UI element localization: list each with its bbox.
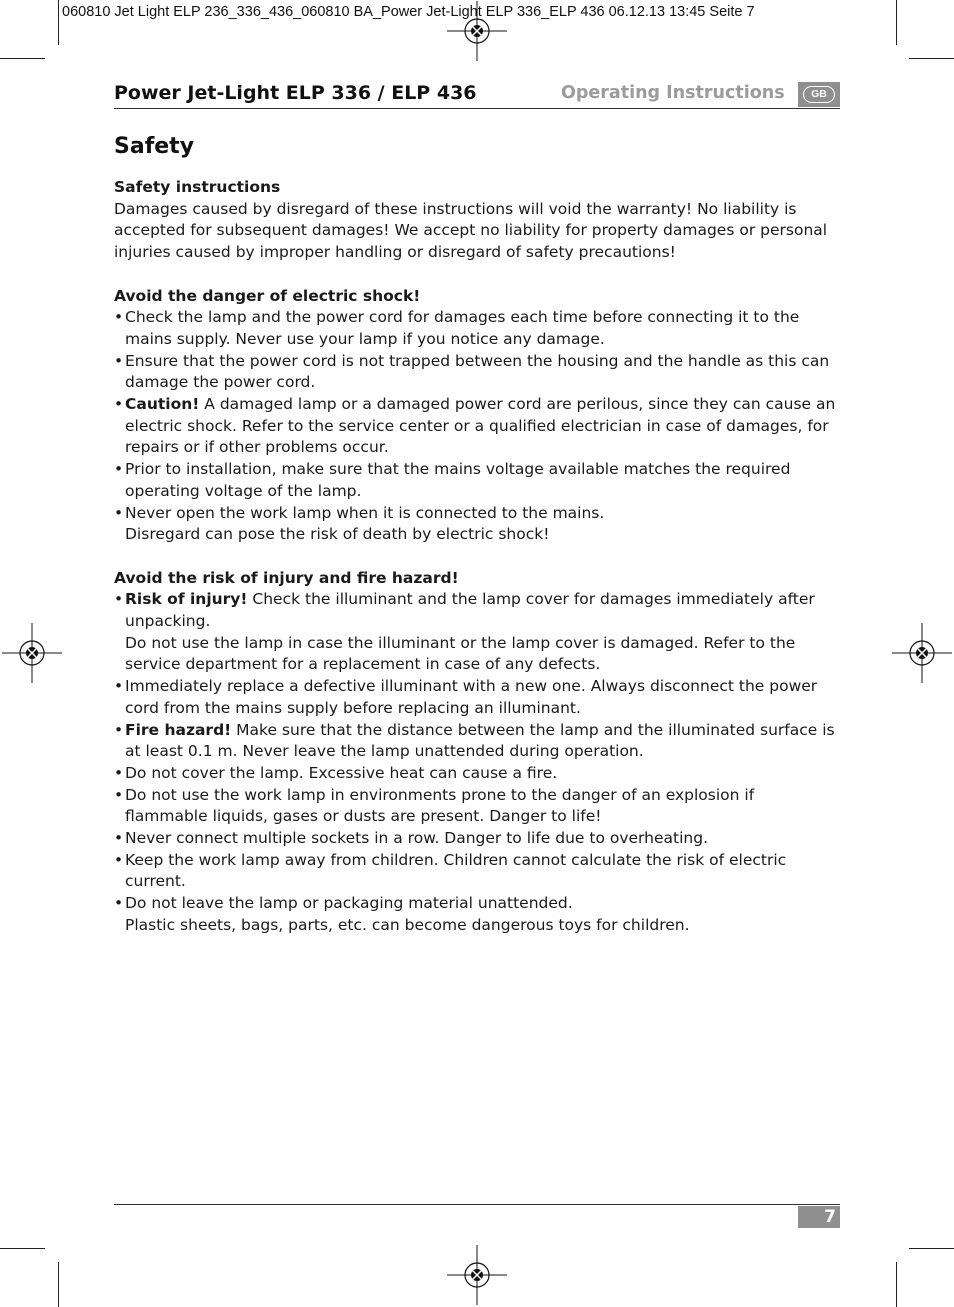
item-text: Check the illuminant and the lamp cover for damages immediately after unpacking. bbox=[125, 590, 815, 631]
language-code: GB bbox=[803, 86, 835, 103]
header-rule bbox=[114, 108, 840, 109]
list-item bbox=[114, 503, 840, 546]
list-item bbox=[114, 893, 840, 936]
footer-rule bbox=[114, 1204, 840, 1205]
section-heading: Avoid the risk of injury and fire hazard! bbox=[114, 568, 459, 587]
main-content bbox=[114, 133, 840, 958]
list-item bbox=[114, 459, 840, 502]
item-text: Make sure that the distance between the lamp and the illuminated surface is at least 0.1 m. Never leave the lamp unattended during operation. bbox=[125, 720, 835, 761]
crop-mark bbox=[58, 1262, 59, 1307]
page-title: Safety bbox=[114, 134, 195, 159]
crop-mark bbox=[58, 0, 59, 45]
list-item bbox=[114, 828, 840, 850]
item-text: A damaged lamp or a damaged power cord are perilous, since they can cause an electric shock. Refer to the service center or a qualified electrician in case of damages, for repairs or if other problems occur. bbox=[125, 395, 836, 457]
item-continuation: Disregard can pose the risk of death by electric shock! bbox=[125, 525, 550, 544]
crop-mark bbox=[896, 1262, 897, 1307]
list-item bbox=[114, 676, 840, 719]
language-badge bbox=[798, 82, 840, 107]
item-emphasis: Caution! bbox=[125, 395, 200, 414]
registration-mark-icon bbox=[2, 623, 62, 683]
section-paragraph: Damages caused by disregard of these instructions will void the warranty! No liability is accepted for subsequent damages! We accept no liability for property damages or personal injuries caused by improper handling or disregard of safety precautions! bbox=[114, 199, 828, 262]
registration-mark-icon bbox=[447, 1, 507, 61]
item-text: Never connect multiple sockets in a row. Danger to life due to overheating. bbox=[125, 829, 708, 848]
document-title: Power Jet-Light ELP 336 / ELP 436 bbox=[114, 82, 477, 104]
bullet-list bbox=[114, 589, 840, 936]
list-item bbox=[114, 307, 840, 350]
registration-mark-icon bbox=[447, 1245, 507, 1305]
crop-mark bbox=[896, 0, 897, 45]
item-text: Do not cover the lamp. Excessive heat can cause a fire. bbox=[125, 763, 558, 782]
item-text: Check the lamp and the power cord for damages each time before connecting it to the mains supply. Never use your lamp if you notice any damage. bbox=[125, 308, 800, 348]
section-injury-fire bbox=[114, 568, 840, 937]
list-item bbox=[114, 785, 840, 828]
crop-mark bbox=[0, 58, 45, 59]
list-item bbox=[114, 589, 840, 676]
item-emphasis: Risk of injury! bbox=[125, 590, 248, 609]
crop-mark bbox=[0, 1248, 45, 1249]
page-number: 7 bbox=[798, 1206, 840, 1228]
section-electric-shock bbox=[114, 286, 840, 546]
list-item bbox=[114, 720, 840, 763]
list-item bbox=[114, 850, 840, 893]
item-text: Keep the work lamp away from children. Children cannot calculate the risk of electric current. bbox=[125, 850, 787, 891]
item-continuation: Plastic sheets, bags, parts, etc. can become dangerous toys for children. bbox=[125, 915, 690, 934]
item-emphasis: Fire hazard! bbox=[125, 720, 232, 739]
item-text: Do not leave the lamp or packaging material unattended. bbox=[125, 894, 573, 913]
bullet-list bbox=[114, 307, 840, 546]
list-item bbox=[114, 763, 840, 785]
item-text: Never open the work lamp when it is connected to the mains. bbox=[125, 503, 605, 522]
running-header bbox=[114, 82, 840, 110]
registration-mark-icon bbox=[892, 623, 952, 683]
print-slug: 060810 Jet Light ELP 236_336_436_060810 BA_Power Jet-Light ELP 336_ELP 436 06.12.13 13:45 Seite 7 bbox=[62, 4, 755, 20]
crop-mark bbox=[909, 1248, 954, 1249]
item-text: Do not use the work lamp in environments prone to the danger of an explosion if flammable liquids, gases or dusts are present. Danger to life! bbox=[125, 785, 755, 826]
item-continuation: Do not use the lamp in case the illuminant or the lamp cover is damaged. Refer to the service department for a replacement in case of any defects. bbox=[125, 633, 796, 674]
section-heading: Avoid the danger of electric shock! bbox=[114, 286, 421, 305]
list-item bbox=[114, 394, 840, 459]
item-text: Immediately replace a defective illuminant with a new one. Always disconnect the power cord from the mains supply before replacing an illuminant. bbox=[125, 677, 818, 717]
document-subtitle: Operating Instructions bbox=[561, 83, 785, 103]
crop-mark bbox=[909, 58, 954, 59]
item-text: Prior to installation, make sure that the mains voltage available matches the required operating voltage of the lamp. bbox=[125, 460, 791, 500]
section-heading: Safety instructions bbox=[114, 178, 281, 196]
list-item bbox=[114, 351, 840, 394]
item-text: Ensure that the power cord is not trapped between the housing and the handle as this can damage the power cord. bbox=[125, 351, 830, 392]
section-safety-instructions bbox=[114, 177, 840, 264]
